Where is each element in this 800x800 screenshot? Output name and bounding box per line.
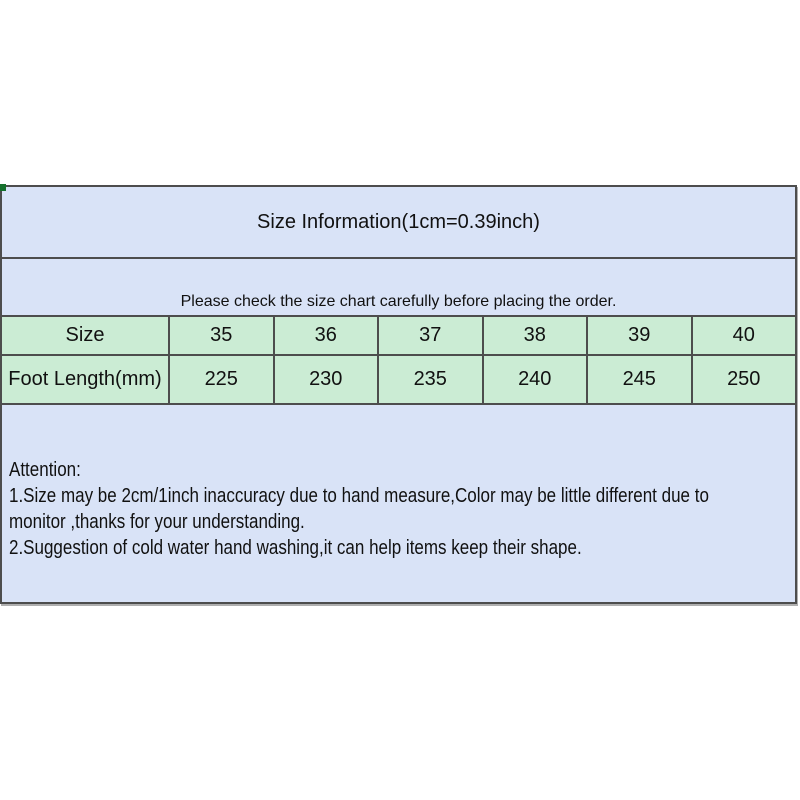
size-value-cell: 38	[482, 317, 587, 354]
size-value-cell: 35	[168, 317, 273, 354]
foot-length-value-cell: 245	[586, 356, 691, 403]
table-note-row	[2, 257, 795, 315]
table-corner-mark	[0, 184, 6, 191]
foot-length-row	[2, 354, 795, 403]
foot-length-value-cell: 250	[691, 356, 796, 403]
foot-length-value-cell: 230	[273, 356, 378, 403]
size-value-cell: 37	[377, 317, 482, 354]
size-chart-table	[0, 185, 797, 604]
table-note-text: Please check the size chart carefully before placing the order.	[180, 293, 617, 310]
foot-length-value-cell: 235	[377, 356, 482, 403]
attention-heading: Attention:	[9, 459, 81, 481]
table-title: Size Information(1cm=0.39inch)	[257, 210, 540, 233]
size-value-cell: 39	[586, 317, 691, 354]
attention-block	[2, 403, 795, 602]
size-value-cell: 40	[691, 317, 796, 354]
size-value-cell: 36	[273, 317, 378, 354]
attention-line: 2.Suggestion of cold water hand washing,it can help items keep their shape.	[9, 537, 582, 559]
attention-line: 1.Size may be 2cm/1inch inaccuracy due to hand measure,Color may be little different due to	[9, 485, 709, 507]
foot-length-row-label: Foot Length(mm)	[8, 368, 162, 390]
size-row	[2, 315, 795, 354]
foot-length-value-cell: 240	[482, 356, 587, 403]
attention-text	[9, 457, 791, 561]
attention-line: monitor ,thanks for your understanding.	[9, 511, 305, 533]
size-row-label: Size	[65, 324, 105, 346]
table-title-row	[2, 187, 795, 257]
foot-length-value-cell: 225	[168, 356, 273, 403]
